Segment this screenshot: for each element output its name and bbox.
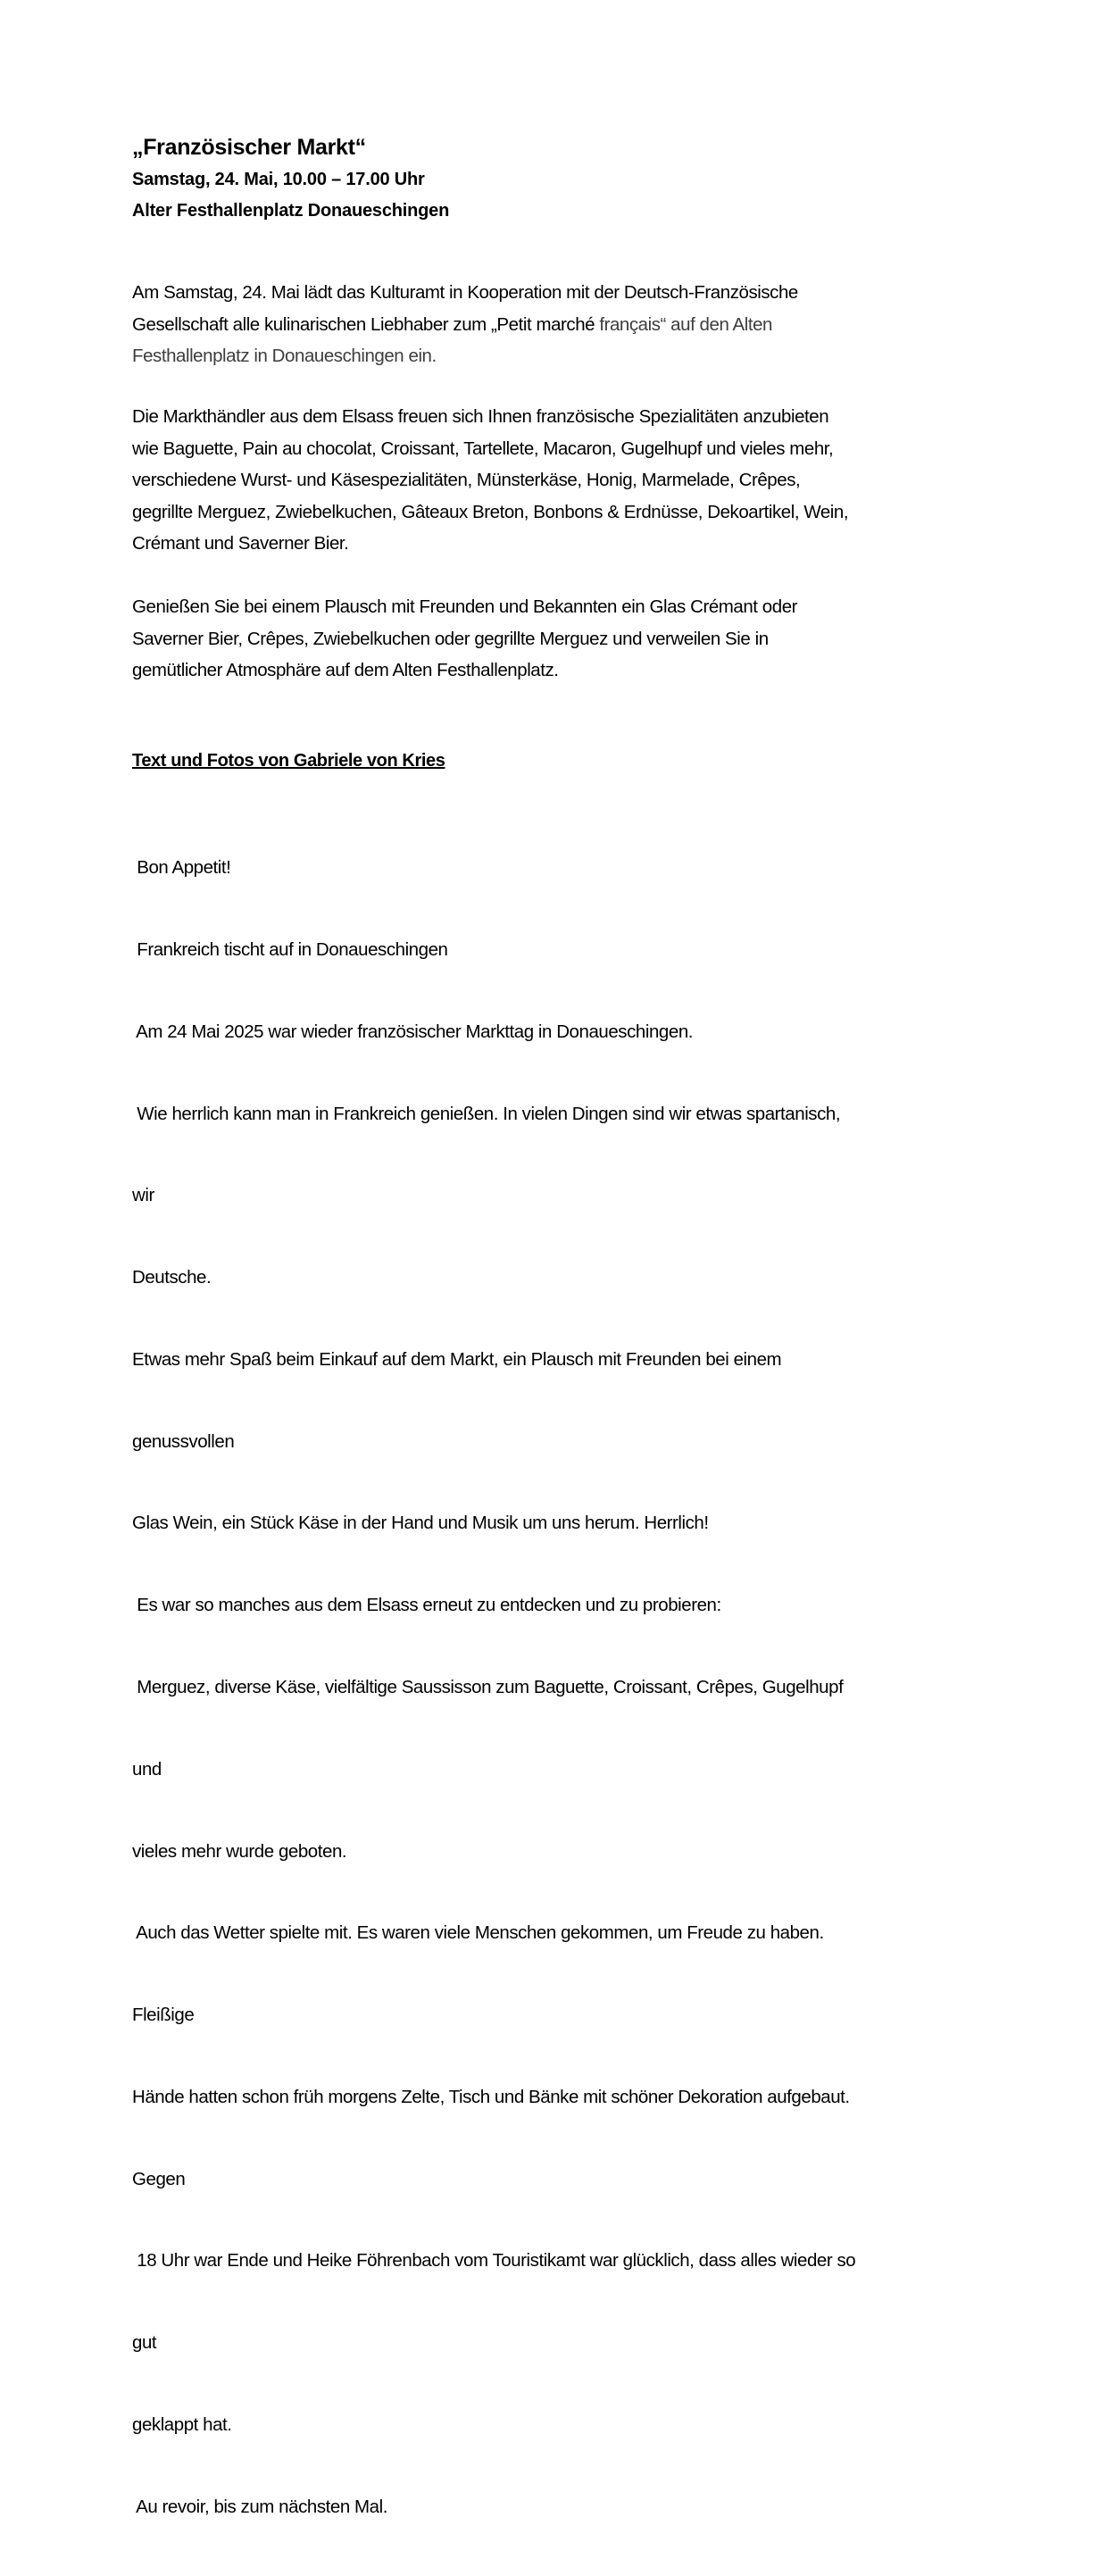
intro-line: Am Samstag, 24. Mai lädt das Kulturamt in Kooperation mit der Deutsch-Französische — [132, 282, 798, 303]
intro-paragraph — [132, 277, 1025, 372]
report-line: Frankreich tischt auf in Donaueschingen — [132, 938, 448, 960]
offerings-paragraph — [132, 401, 1025, 560]
report-line: genussvollen — [132, 1430, 235, 1452]
report-line: gut — [132, 2332, 157, 2354]
intro-line-black-part: Gesellschaft alle kulinarischen Liebhaber zum „Petit marché — [132, 313, 600, 335]
intro-line-gray-part: français“ auf den Alten — [599, 313, 772, 335]
intro-line — [132, 309, 1025, 341]
report-line: Bon Appetit! — [132, 857, 231, 879]
report-line: Es war so manches aus dem Elsass erneut zu entdecken und zu probieren: — [132, 1595, 721, 1616]
offerings-line: Die Markthändler aus dem Elsass freuen sich Ihnen französische Spezialitäten anzubieten — [132, 406, 829, 427]
report-line: Merguez, diverse Käse, vielfältige Saussisson zum Baguette, Croissant, Crêpes, Gugelhupf — [132, 1677, 844, 1697]
report-line: und — [132, 1758, 162, 1780]
intro-line: Festhallenplatz in Donaueschingen ein. — [132, 346, 437, 366]
report-line: Glas Wein, ein Stück Käse in der Hand und Musik um uns herum. Herrlich! — [132, 1513, 709, 1534]
offerings-line: gegrillte Merguez, Zwiebelkuchen, Gâteaux Breton, Bonbons & Erdnüsse, Dekoartikel, Wein, — [132, 501, 849, 522]
report-line: Deutsche. — [132, 1267, 212, 1288]
report-line: Au revoir, bis zum nächsten Mal. — [132, 2496, 387, 2517]
report-line: Auch das Wetter spielte mit. Es waren viele Menschen gekommen, um Freude zu haben. — [132, 1922, 824, 1944]
author-byline: Text und Fotos von Gabriele von Kries — [132, 751, 445, 771]
report-line: Etwas mehr Spaß beim Einkauf auf dem Markt, ein Plausch mit Freunden bei einem — [132, 1348, 782, 1370]
report-line: Gegen — [132, 2168, 186, 2189]
offerings-line: wie Baguette, Pain au chocolat, Croissant, Tartellete, Macaron, Gugelhupf und vieles mehr, — [132, 438, 834, 459]
report-line: geklappt hat. — [132, 2414, 232, 2436]
invitation-line: gemütlicher Atmosphäre auf dem Alten Festhallenplatz. — [132, 660, 559, 680]
report-line: vieles mehr wurde geboten. — [132, 1840, 347, 1862]
document-title: „Französischer Markt“ — [132, 135, 366, 160]
event-location: Alter Festhallenplatz Donaueschingen — [132, 201, 450, 221]
report-text — [132, 800, 1025, 2576]
report-line: Wie herrlich kann man in Frankreich genießen. In vielen Dingen sind wir etwas spartanisch, — [132, 1103, 841, 1124]
invitation-paragraph — [132, 591, 1025, 687]
report-line: Am 24 Mai 2025 war wieder französischer Markttag in Donaueschingen. — [132, 1021, 694, 1042]
report-line: Fleißige — [132, 2005, 195, 2026]
offerings-line: Crémant und Saverner Bier. — [132, 533, 349, 554]
offerings-line: verschiedene Wurst- und Käsespezialitäten, Münsterkäse, Honig, Marmelade, Crêpes, — [132, 470, 801, 490]
report-line: 18 Uhr war Ende und Heike Föhrenbach vom Touristikamt war glücklich, dass alles wieder so — [132, 2250, 856, 2272]
report-line: wir — [132, 1185, 154, 1206]
invitation-line: Genießen Sie bei einem Plausch mit Freunden und Bekannten ein Glas Crémant oder — [132, 596, 798, 617]
report-line: Hände hatten schon früh morgens Zelte, Tisch und Bänke mit schöner Dekoration aufgebaut. — [132, 2086, 850, 2107]
event-date-time: Samstag, 24. Mai, 10.00 – 17.00 Uhr — [132, 170, 425, 189]
invitation-line: Saverner Bier, Crêpes, Zwiebelkuchen oder gegrillte Merguez und verweilen Sie in — [132, 628, 769, 649]
